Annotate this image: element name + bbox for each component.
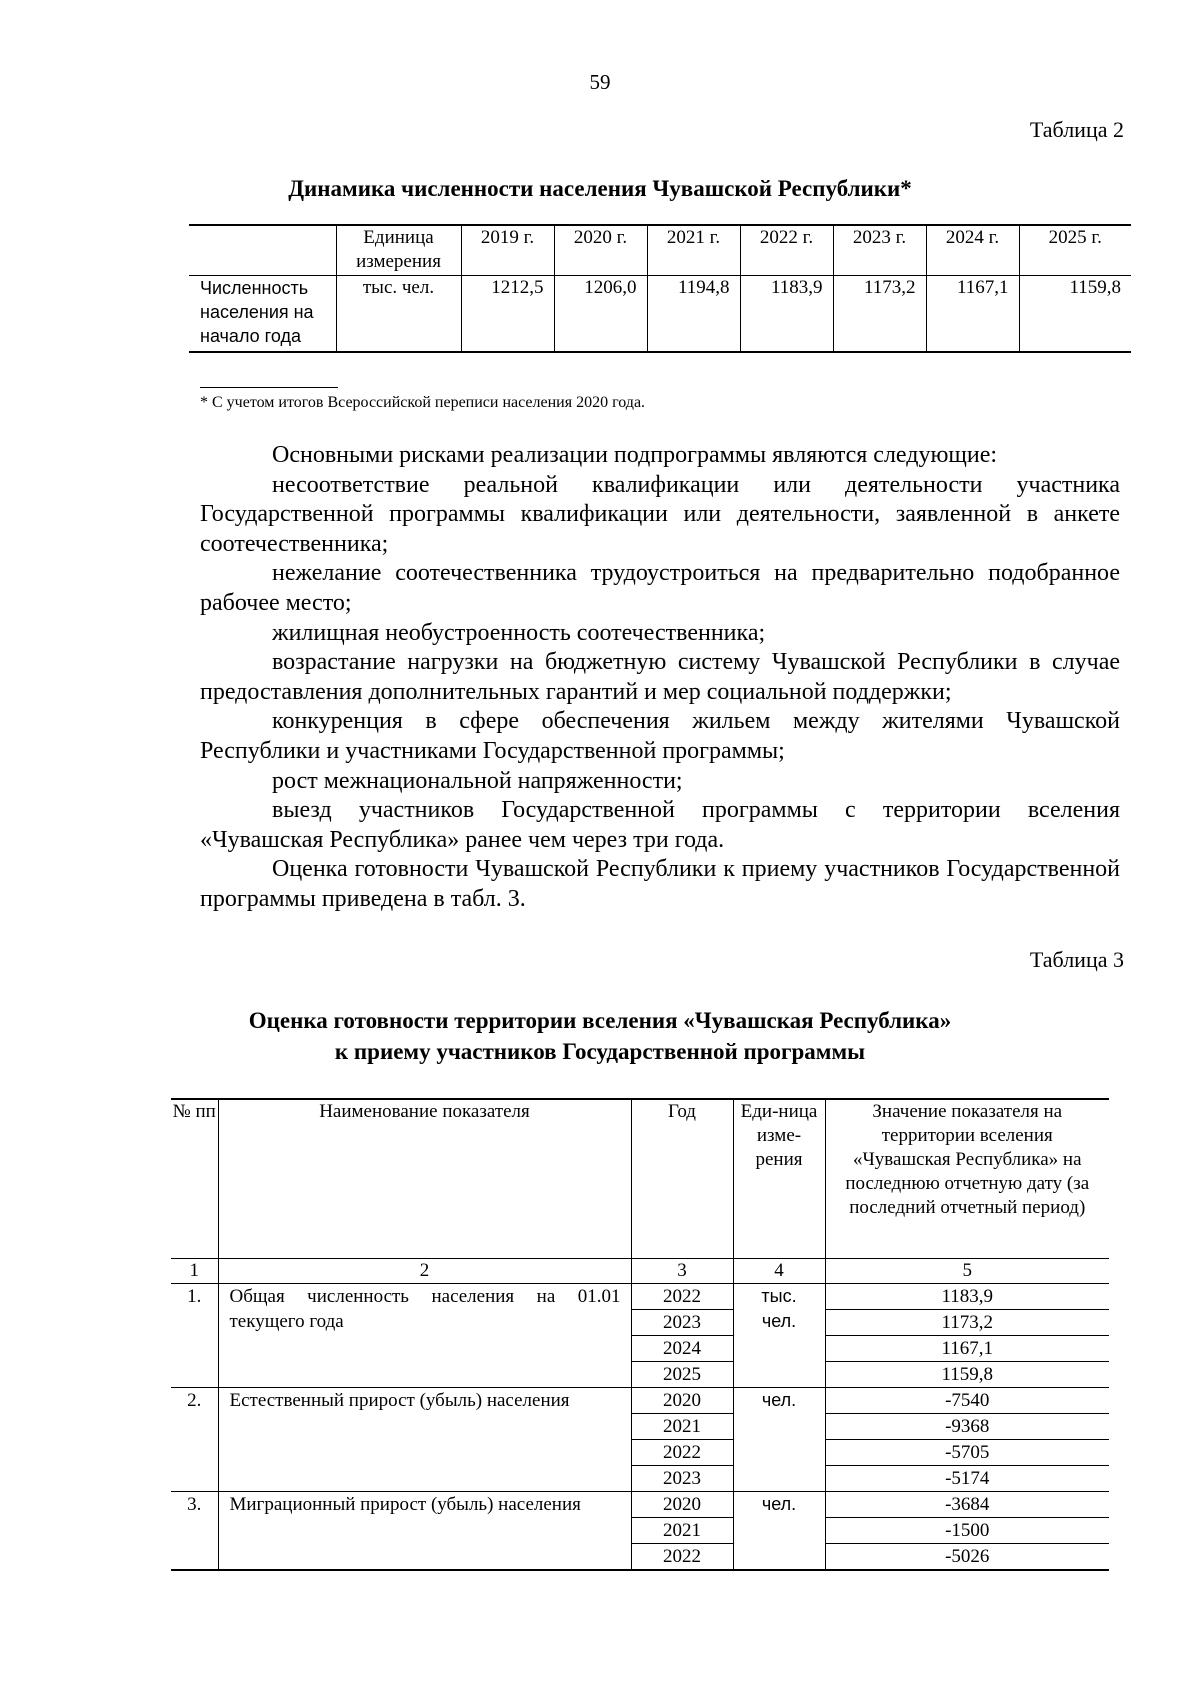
num-header: № пп [171,1099,218,1258]
paragraph: нежелание соотечественника трудоустроиться на предварительно подобранное рабочее место; [200,560,1120,616]
value-cell: 1167,1 [926,275,1019,352]
year-cell: 2021 [631,1413,733,1439]
year-header: Год [631,1099,733,1258]
table3-title [0,1005,1200,1067]
paragraph: возрастание нагрузки на бюджетную систему Чувашской Республики в случае предоставления дополнительных гарантий и мер социальной поддержки; [200,649,1120,705]
indicator-name: Миграционный прирост (убыль) населения [218,1491,631,1570]
year-cell: 2023 [631,1465,733,1491]
year-header: 2019 г. [461,225,554,275]
year-header: 2024 г. [926,225,1019,275]
value-cell: -5026 [825,1543,1109,1570]
col-number: 1 [171,1258,218,1283]
col-number: 4 [733,1258,825,1283]
year-cell: 2023 [631,1309,733,1335]
paragraph: выезд участников Государственной программы с территории вселения «Чувашская Республика» ранее чем через три года. [200,797,1120,853]
col-number: 3 [631,1258,733,1283]
value-cell: -1500 [825,1517,1109,1543]
value-cell: 1194,8 [647,275,740,352]
table2-corner-cell [189,225,336,275]
value-cell: 1159,8 [1019,275,1131,352]
col-number: 5 [825,1258,1109,1283]
value-cell: 1212,5 [461,275,554,352]
table2-title: Динамика численности населения Чувашской Республики* [288,176,912,201]
year-cell: 2022 [631,1283,733,1309]
row-number: 1. [171,1283,218,1387]
value-cell: 1183,9 [825,1283,1109,1309]
unit-header: Единица измерения [336,225,461,275]
footnote: * С учетом итогов Всероссийской переписи населения 2020 года. [200,394,646,411]
paragraph: жилищная необустроенность соотечественника; [272,619,766,646]
row-number: 2. [171,1387,218,1491]
year-cell: 2020 [631,1387,733,1413]
unit-cell: тыс. чел. [336,275,461,352]
indicator-name: Общая численность населения на 01.01 текущего года [218,1283,631,1387]
paragraph: Основными рисками реализации подпрограммы являются следующие: [272,442,998,468]
table3-title-line2: к приему участников Государственной программы [334,1039,866,1064]
year-cell: 2021 [631,1517,733,1543]
value-cell: 1206,0 [554,275,647,352]
footnote-divider [200,387,338,388]
year-cell: 2024 [631,1335,733,1361]
unit-cell: чел. [733,1387,825,1491]
row-label: Численность населения на начало года [189,275,336,352]
readiness-table [171,1098,1109,1571]
year-header: 2023 г. [833,225,926,275]
value-cell: -3684 [825,1491,1109,1517]
value-cell: -5174 [825,1465,1109,1491]
value-cell: -9368 [825,1413,1109,1439]
year-cell: 2022 [631,1543,733,1570]
year-cell: 2020 [631,1491,733,1517]
name-header: Наименование показателя [218,1099,631,1258]
unit-cell: чел. [733,1491,825,1570]
value-cell: -7540 [825,1387,1109,1413]
col-number: 2 [218,1258,631,1283]
unit-cell: тыс. чел. [733,1283,825,1387]
value-cell: -5705 [825,1439,1109,1465]
unit-header: Еди-ница изме-рения [733,1099,825,1258]
value-cell: 1159,8 [825,1361,1109,1387]
value-cell: 1173,2 [833,275,926,352]
year-header: 2020 г. [554,225,647,275]
paragraph: Оценка готовности Чувашской Республики к приему участников Государственной программы приведена в табл. 3. [200,856,1120,912]
row-number: 3. [171,1491,218,1570]
population-table [189,224,1131,353]
value-header: Значение показателя на территории вселения «Чувашская Республика» на последнюю отчетную дату (за последний отчетный период) [825,1099,1109,1258]
table3-label: Таблица 3 [1029,947,1124,972]
table3-title-line1: Оценка готовности территории вселения «Чувашская Республика» [248,1008,952,1033]
year-cell: 2025 [631,1361,733,1387]
value-cell: 1183,9 [740,275,833,352]
year-cell: 2022 [631,1439,733,1465]
table2-label: Таблица 2 [1029,117,1124,142]
paragraph: рост межнациональной напряженности; [272,767,683,794]
page-number: 59 [589,70,611,94]
year-header: 2022 г. [740,225,833,275]
body-text [200,441,1120,915]
year-header: 2025 г. [1019,225,1131,275]
value-cell: 1173,2 [825,1309,1109,1335]
value-cell: 1167,1 [825,1335,1109,1361]
paragraph: несоответствие реальной квалификации или деятельности участника Государственной программы квалификации или деятельности, заявленной в анкете соотечественника; [200,471,1120,557]
year-header: 2021 г. [647,225,740,275]
paragraph: конкуренция в сфере обеспечения жильем между жителями Чувашской Республики и участниками Государственной программы; [200,708,1120,764]
indicator-name: Естественный прирост (убыль) населения [218,1387,631,1491]
